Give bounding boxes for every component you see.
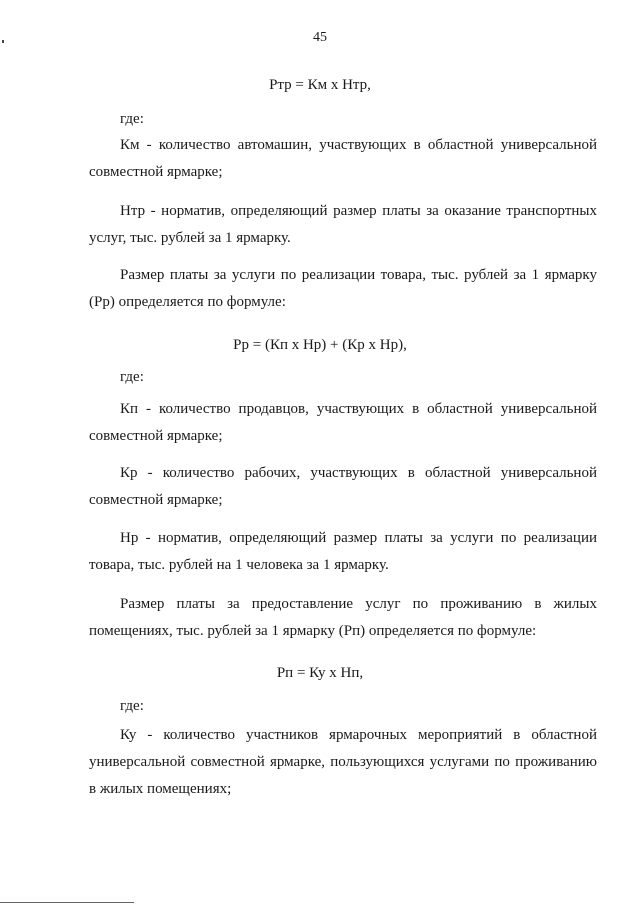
where-label-3: где: bbox=[120, 698, 144, 714]
definition-kp: Кп - количество продавцов, участвующих в областной универсальной совместной ярмарке; bbox=[89, 401, 597, 444]
definition-ku: Ку - количество участников ярмарочных мероприятий в областной универсальной совместной ярмарке, пользующихся услугами по проживанию в жилых помещениях; bbox=[89, 727, 597, 797]
where-label-2: где: bbox=[120, 369, 144, 385]
definition-nr: Нр - норматив, определяющий размер платы за услуги по реализации товара, тыс. рублей на 1 человека за 1 ярмарку. bbox=[89, 530, 597, 573]
where-label-1: где: bbox=[120, 111, 144, 127]
footnote-separator-line bbox=[0, 902, 134, 903]
page-number: 45 bbox=[313, 30, 327, 45]
formula-rr: Рр = (Кп х Нр) + (Кр х Нр), bbox=[233, 337, 407, 353]
paragraph-rp-intro: Размер платы за предоставление услуг по проживанию в жилых помещениях, тыс. рублей за 1 ярмарку (Рп) определяется по формуле: bbox=[89, 596, 597, 639]
definition-ntr: Нтр - норматив, определяющий размер платы за оказание транспортных услуг, тыс. рублей за 1 ярмарку. bbox=[89, 203, 597, 246]
definition-km: Км - количество автомашин, участвующих в областной универсальной совместной ярмарке; bbox=[89, 137, 597, 180]
formula-rtr: Ртр = Км х Нтр, bbox=[269, 77, 371, 93]
paragraph-rr-intro: Размер платы за услуги по реализации товара, тыс. рублей за 1 ярмарку (Рр) определяется по формуле: bbox=[89, 267, 597, 310]
formula-rp: Рп = Ку х Нп, bbox=[276, 665, 364, 681]
definition-kr: Кр - количество рабочих, участвующих в областной универсальной совместной ярмарке; bbox=[89, 465, 597, 508]
